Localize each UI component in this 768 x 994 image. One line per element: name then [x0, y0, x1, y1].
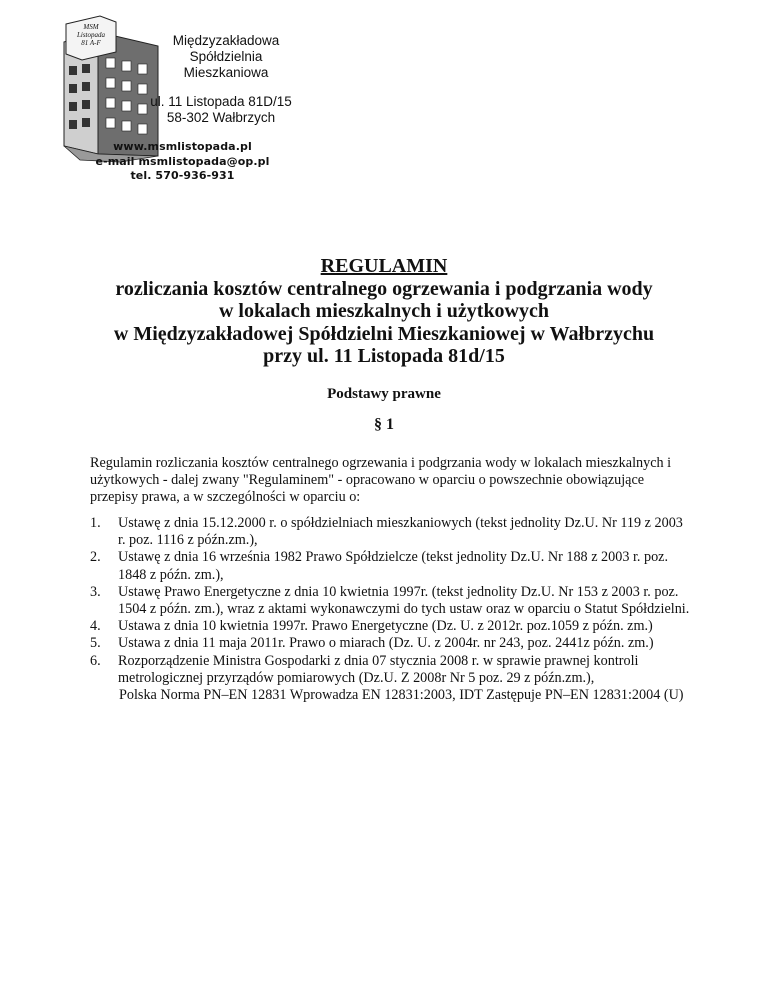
- list-text: Ustawę z dnia 16 września 1982 Prawo Spółdzielcze (tekst jednolity Dz.U. Nr 188 z 2003 r. poz. 1848 z późn. zm.),: [118, 549, 669, 583]
- list-item: [90, 618, 690, 635]
- list-item: [90, 635, 690, 652]
- list-number: 2.: [90, 549, 101, 566]
- list-number: 5.: [90, 635, 101, 652]
- list-text: Rozporządzenie Ministra Gospodarki z dnia 07 stycznia 2008 r. w sprawie prawnej kontroli metrologicznej przyrządów pomiarowych (Dz.U. Z 2008r Nr 5 poz. 29 z późn.zm.),: [118, 652, 639, 686]
- website: www.msmlistopada.pl: [113, 140, 252, 153]
- contact-block: [90, 140, 275, 184]
- list-text-continuation: Polska Norma PN–EN 12831 Wprowadza EN 12831:2003, IDT Zastępuje PN–EN 12831:2004 (U): [119, 687, 684, 704]
- list-text: Ustawę z dnia 15.12.2000 r. o spółdzielniach mieszkaniowych (tekst jednolity Dz.U. Nr 119 z 2003 r. poz. 1116 z późn.zm.),: [118, 515, 683, 549]
- list-number: 4.: [90, 618, 101, 635]
- list-item: [90, 549, 690, 583]
- cooperative-name-line: Mieszkaniowa: [183, 65, 269, 80]
- cooperative-address: [147, 94, 295, 126]
- title-line: rozliczania kosztów centralnego ogrzewania i podgrzania wody: [115, 277, 653, 300]
- cooperative-name-line: Spółdzielnia: [189, 49, 263, 64]
- legal-basis-list: [90, 515, 690, 704]
- list-text: Ustawa z dnia 10 kwietnia 1997r. Prawo Energetyczne (Dz. U. z 2012r. poz.1059 z późn. zm.): [118, 618, 653, 635]
- list-item: [90, 584, 690, 618]
- logo-text-line: MSM: [83, 23, 99, 31]
- address-line: ul. 11 Listopada 81D/15: [150, 94, 292, 109]
- logo-text-line: Listopada: [76, 31, 106, 39]
- paragraph-number: § 1: [374, 416, 394, 433]
- section-heading: Podstawy prawne: [327, 386, 441, 402]
- list-number: 3.: [90, 583, 101, 600]
- title-line: w lokalach mieszkalnych i użytkowych: [218, 300, 550, 322]
- cooperative-name: [166, 33, 286, 81]
- list-text: Ustawę Prawo Energetyczne z dnia 10 kwietnia 1997r. (tekst jednolity Dz.U. Nr 153 z 2003 r. poz. 1504 z późn. zm.), wraz z aktami wykonawczymi do tych ustaw oraz w oparciu o Statut Spółdzielni.: [118, 583, 690, 618]
- document-title: [60, 255, 708, 368]
- cooperative-name-line: Międzyzakładowa: [172, 33, 280, 48]
- title-line: przy ul. 11 Listopada 81d/15: [263, 345, 505, 367]
- title-main: REGULAMIN: [320, 255, 448, 277]
- intro-paragraph: Regulamin rozliczania kosztów centralnego ogrzewania i podgrzania wody w lokalach mieszkalnych i użytkowych - dalej zwany "Regulaminem" - opracowano w oparciu o powszechnie obowiązujące przepisy prawa, a w szczególności w oparciu o:: [90, 455, 672, 506]
- email: e-mail msmlistopada@op.pl: [95, 154, 270, 168]
- phone: tel. 570-936-931: [130, 169, 235, 182]
- list-number: 1.: [90, 515, 101, 531]
- address-line: 58-302 Wałbrzych: [166, 110, 276, 125]
- title-line: w Międzyzakładowej Spółdzielni Mieszkaniowej w Wałbrzychu: [113, 322, 655, 345]
- logo-text-line: 81 A-F: [81, 39, 101, 47]
- list-text: Ustawa z dnia 11 maja 2011r. Prawo o miarach (Dz. U. z 2004r. nr 243, poz. 2441z późn. zm.): [118, 635, 654, 652]
- list-number: 6.: [90, 652, 101, 669]
- list-item: [90, 653, 690, 705]
- list-item: [90, 515, 690, 549]
